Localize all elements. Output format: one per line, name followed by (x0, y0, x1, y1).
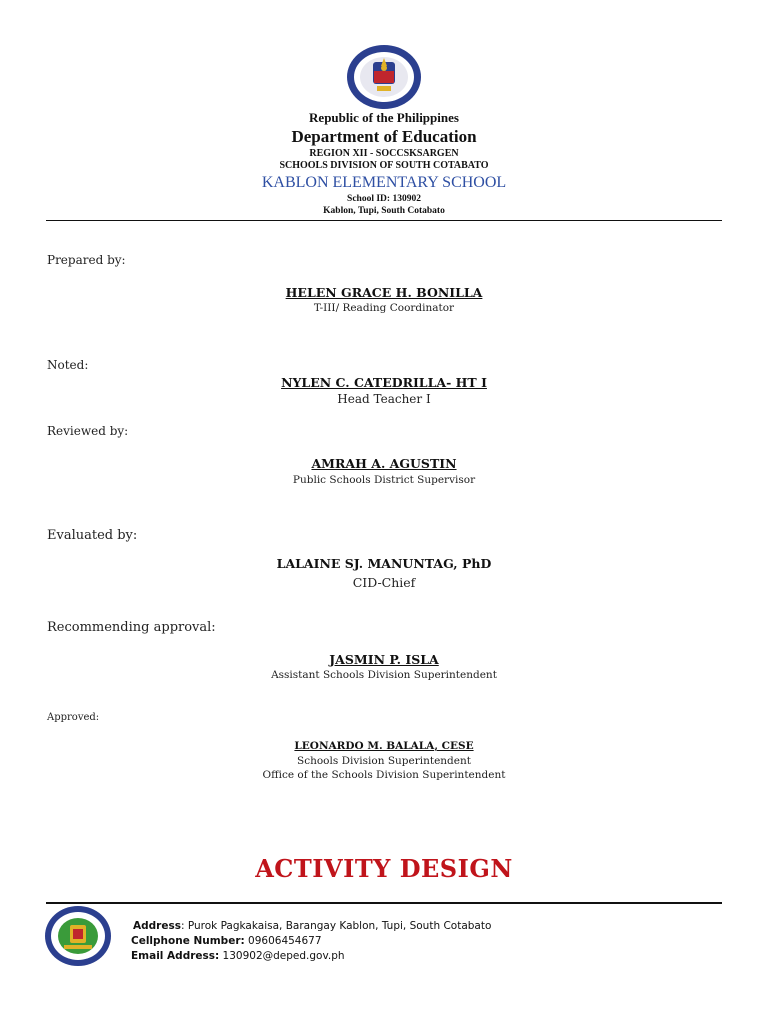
division-line: SCHOOLS DIVISION OF SOUTH COTABATO (279, 160, 489, 171)
reviewed-name: AMRAH A. AGUSTIN (311, 456, 457, 471)
recommending-role: Assistant Schools Division Superintendent (271, 669, 497, 681)
noted-name: NYLEN C. CATEDRILLA- HT I (281, 375, 487, 390)
school-id: School ID: 130902 (347, 194, 421, 204)
footer-divider (46, 902, 722, 904)
school-location: Kablon, Tupi, South Cotabato (323, 206, 445, 216)
region-line: REGION XII - SOCCSKSARGEN (309, 148, 459, 159)
prepared-role: T-III/ Reading Coordinator (313, 302, 455, 314)
document-title: ACTIVITY DESIGN (255, 854, 513, 883)
reviewed-label: Reviewed by: (47, 424, 129, 438)
reviewed-role: Public Schools District Supervisor (292, 474, 476, 486)
approved-role: Schools Division Superintendent (297, 755, 471, 767)
footer-phone: Cellphone Number: 09606454677 (131, 935, 322, 947)
evaluated-role: CID-Chief (352, 575, 416, 590)
republic-heading: Republic of the Philippines (309, 110, 459, 125)
evaluated-label: Evaluated by: (47, 528, 138, 543)
header-divider (46, 220, 722, 221)
prepared-name: HELEN GRACE H. BONILLA (285, 285, 483, 300)
noted-role: Head Teacher I (337, 392, 431, 406)
recommending-name: JASMIN P. ISLA (329, 652, 439, 667)
footer-email: Email Address: 130902@deped.gov.ph (131, 950, 345, 962)
approved-name: LEONARDO M. BALALA, CESE (294, 740, 474, 752)
recommending-label: Recommending approval: (47, 620, 216, 635)
deped-seal-icon (345, 44, 423, 110)
department-heading: Department of Education (291, 127, 477, 146)
noted-label: Noted: (47, 358, 89, 372)
prepared-label: Prepared by: (47, 253, 126, 267)
school-name: KABLON ELEMENTARY SCHOOL (261, 174, 507, 191)
evaluated-name: LALAINE SJ. MANUNTAG, PhD (276, 556, 492, 571)
approved-office: Office of the Schools Division Superintendent (262, 769, 506, 781)
approved-label: Approved: (47, 712, 100, 723)
footer-address: Address: Purok Pagkakaisa, Barangay Kablon, Tupi, South Cotabato (133, 920, 492, 932)
school-logo-icon (44, 905, 112, 967)
